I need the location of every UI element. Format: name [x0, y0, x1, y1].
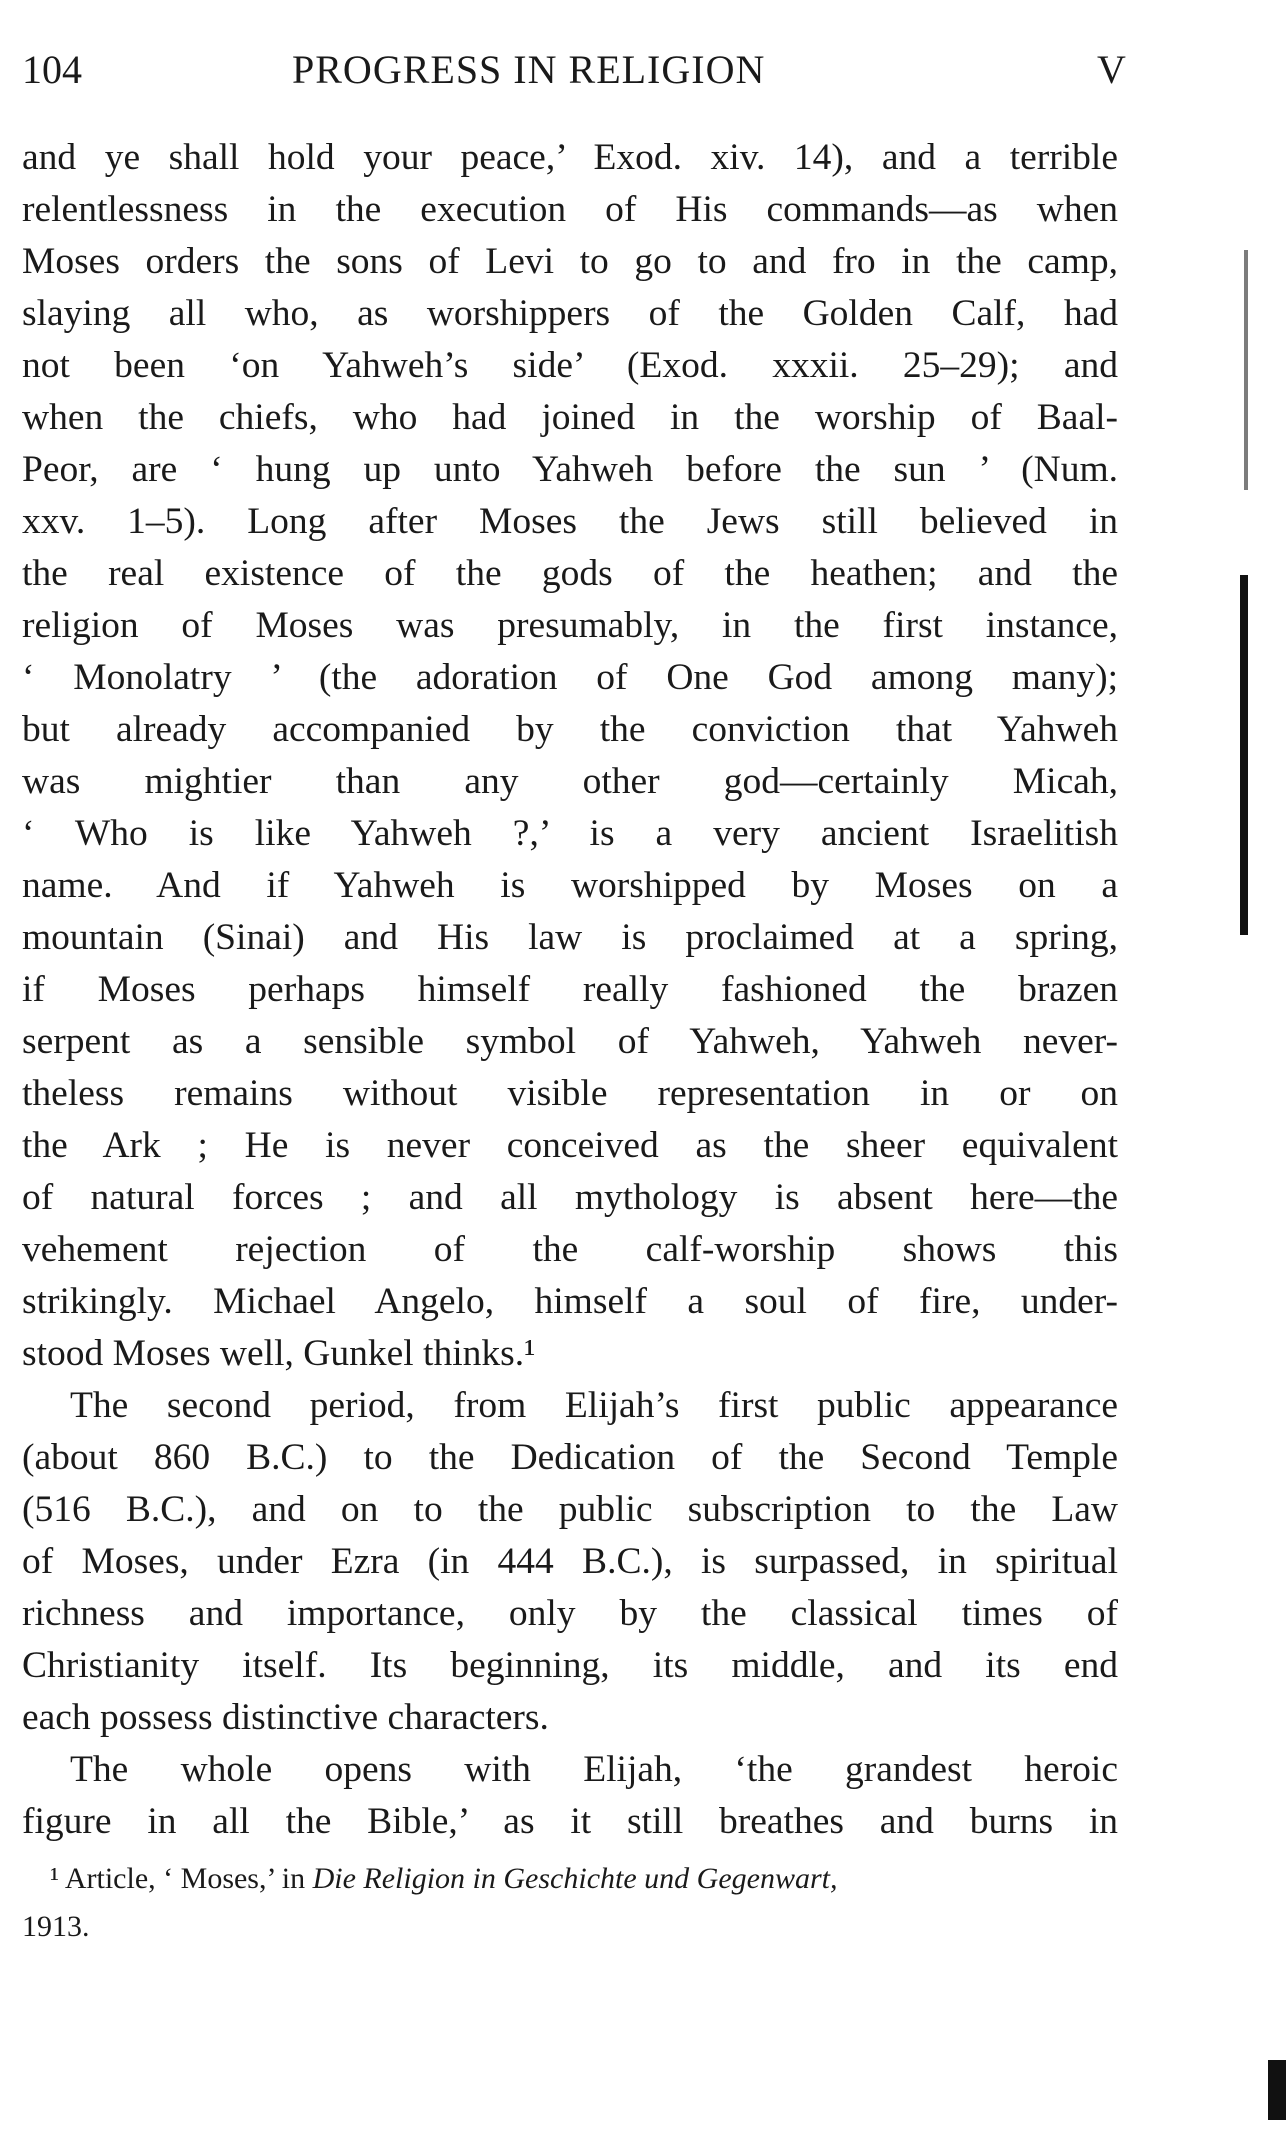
text-line: relentlessness in the execution of His commands—as when [22, 189, 1118, 230]
text-line: but already accompanied by the conviction that Yahweh [22, 709, 1118, 750]
text-line: of Moses, under Ezra (in 444 B.C.), is surpassed, in spiritual [22, 1541, 1118, 1582]
page-number: 104 [22, 47, 82, 92]
footnote-source-title: Die Religion in Geschichte und Gegenwart, [312, 1862, 838, 1895]
text-line: ‘ Monolatry ’ (the adoration of One God among many); [22, 657, 1118, 698]
text-line: when the chiefs, who had joined in the worship of Baal- [22, 397, 1118, 438]
running-title: PROGRESS IN RELIGION [292, 47, 766, 92]
text-line: Peor, are ‘ hung up unto Yahweh before the sun ’ (Num. [22, 449, 1118, 490]
text-line: the Ark ; He is never conceived as the sheer equivalent [22, 1125, 1118, 1166]
text-line: name. And if Yahweh is worshipped by Moses on a [22, 865, 1118, 906]
text-line: figure in all the Bible,’ as it still breathes and burns in [22, 1801, 1118, 1842]
footnote-line [22, 1903, 1118, 1951]
text-line: vehement rejection of the calf-worship shows this [22, 1229, 1118, 1270]
text-line: The whole opens with Elijah, ‘the grandest heroic [70, 1749, 1118, 1790]
text-line: serpent as a sensible symbol of Yahweh, Yahweh never- [22, 1021, 1118, 1062]
text-line: and ye shall hold your peace,’ Exod. xiv. 14), and a terrible [22, 137, 1118, 178]
text-line: strikingly. Michael Angelo, himself a soul of fire, under- [22, 1281, 1118, 1322]
text-line: stood Moses well, Gunkel thinks.¹ [22, 1333, 536, 1374]
text-line: Christianity itself. Its beginning, its middle, and its end [22, 1645, 1118, 1686]
text-line: theless remains without visible representation in or on [22, 1073, 1118, 1114]
text-line: richness and importance, only by the classical times of [22, 1593, 1118, 1634]
text-line: religion of Moses was presumably, in the first instance, [22, 605, 1118, 646]
text-line: ‘ Who is like Yahweh ?,’ is a very ancient Israelitish [22, 813, 1118, 854]
body-text [22, 132, 1118, 1848]
running-header [22, 40, 1126, 100]
text-line: if Moses perhaps himself really fashioned the brazen [22, 969, 1118, 1010]
text-line: the real existence of the gods of the heathen; and the [22, 553, 1118, 594]
text-line: not been ‘on Yahweh’s side’ (Exod. xxxii. 25–29); and [22, 345, 1118, 386]
text-line: (516 B.C.), and on to the public subscription to the Law [22, 1489, 1118, 1530]
text-line: xxv. 1–5). Long after Moses the Jews still believed in [22, 501, 1118, 542]
text-line: (about 860 B.C.) to the Dedication of the Second Temple [22, 1437, 1118, 1478]
binding-edge-mark [1244, 250, 1248, 490]
footnote-line [22, 1855, 1118, 1903]
binding-edge-mark [1268, 2060, 1286, 2120]
text-line: was mightier than any other god—certainly Micah, [22, 761, 1118, 802]
footnote-text: Article, ‘ Moses,’ in [64, 1862, 306, 1895]
chapter-number: V [1097, 47, 1126, 92]
text-line: The second period, from Elijah’s first public appearance [70, 1385, 1118, 1426]
footnote-year: 1913. [22, 1910, 90, 1943]
text-line: Moses orders the sons of Levi to go to and fro in the camp, [22, 241, 1118, 282]
binding-edge-mark [1240, 575, 1248, 935]
text-line: of natural forces ; and all mythology is absent here—the [22, 1177, 1118, 1218]
footnote [22, 1855, 1118, 1951]
footnote-marker: ¹ [50, 1862, 59, 1895]
text-line: mountain (Sinai) and His law is proclaimed at a spring, [22, 917, 1118, 958]
text-line: each possess distinctive characters. [22, 1697, 549, 1738]
text-line: slaying all who, as worshippers of the Golden Calf, had [22, 293, 1118, 334]
